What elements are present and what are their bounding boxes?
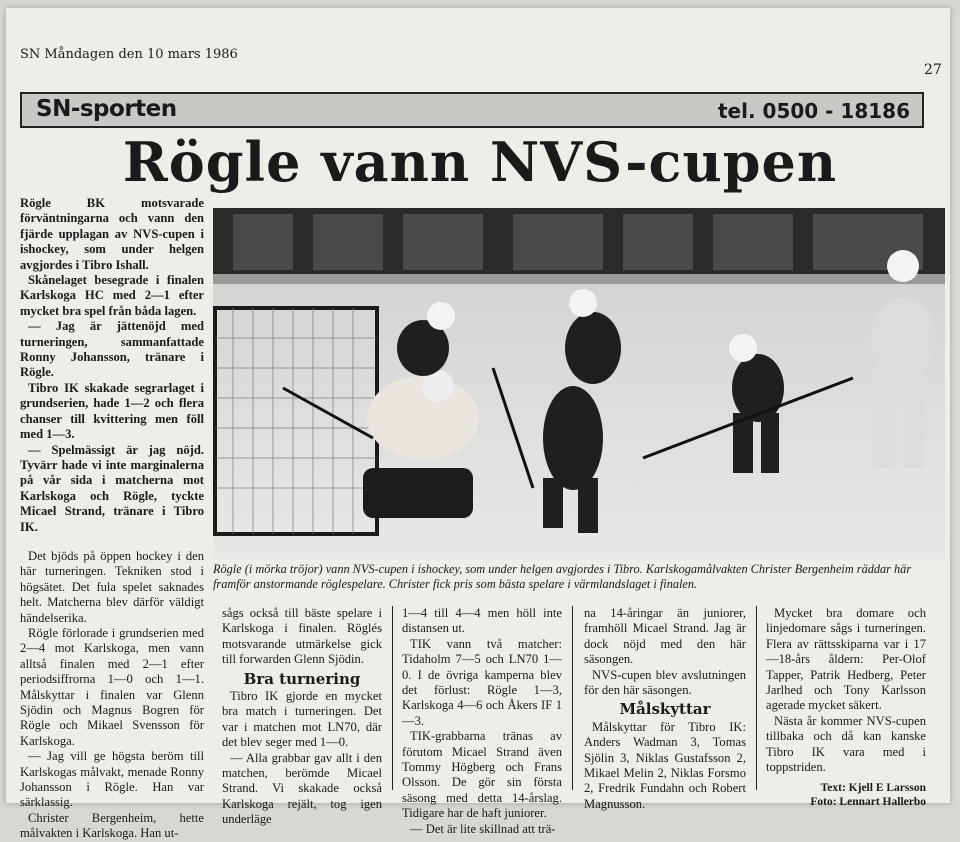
- text-credit: Text: Kjell E Larsson: [820, 782, 926, 795]
- column-divider: [756, 606, 757, 790]
- dateline: SN Måndagen den 10 mars 1986: [20, 47, 238, 62]
- article-column-2: [222, 606, 382, 828]
- article-column-4: [584, 606, 746, 812]
- paragraph: Målskyttar för Tibro IK: Anders Wadman 3, Tomas Sjölin 3, Niklas Gustafsson 2, Mikael Melin 2, Niklas Forsmo 2, Fredrik Fundahn och Robert Magnusson.: [584, 719, 746, 811]
- lead-paragraph: Rögle BK motsvarade förväntningarna och vann den fjärde upplagan av NVS-cupen i ishockey, som under helgen avgjordes i Tibro Ishall.: [20, 196, 204, 272]
- paragraph: 1—4 till 4—4 men höll inte distansen ut.: [402, 606, 562, 636]
- hockey-scene-image: [213, 208, 945, 560]
- paragraph: Skånelaget besegrade i finalen Karlskoga HC med 2—1 efter mycket bra spel från båda lagen.: [20, 273, 204, 318]
- paragraph: Mycket bra domare och linjedomare sågs i turneringen. Flera av rättsskiparna var i 17—18-års åldern: Per-Olof Tapper, Patrik Hedberg, Peter Jarlhed och Tony Karlsson agerade mycket säkert.: [766, 606, 926, 713]
- subheading-malskyttar: Målskyttar: [619, 700, 711, 719]
- paragraph: na 14-åringar än juniorer, framhöll Micael Strand. Jag är dock nöjd med den här säsongen.: [584, 606, 746, 667]
- column-divider: [392, 606, 393, 790]
- credits: [766, 781, 926, 809]
- paragraph: Christer Bergenheim, hette målvakten i Karlskoga. Han ut-: [20, 810, 204, 841]
- headline: Rögle vann NVS-cupen: [122, 130, 838, 194]
- subheading-bra-turnering: Bra turnering: [243, 669, 361, 688]
- hockey-photo: [213, 208, 945, 560]
- photo-credit: Foto: Lennart Hallerbo: [810, 796, 926, 809]
- photo-caption: Rögle (i mörka tröjor) vann NVS-cupen i ishockey, som under helgen avgjordes i Tibro. Karlskogamålvakten Christer Bergenheim räddar här framför anstormande röglespelare. Christer fick pris som bästa spelare i värmlandslaget i finalen.: [213, 562, 912, 592]
- column-divider: [572, 606, 573, 790]
- paragraph: TIK vann två matcher: Tidaholm 7—5 och LN70 1—0. I de övriga kamperna blev det förlust: Rögle 1—3, Karlskoga 4—6 och Åkers IF 1—3.: [402, 636, 562, 728]
- section-title: SN-sporten: [36, 96, 177, 122]
- paragraph: Tibro IK skakade segrarlaget i grundserien, hade 1—2 och flera chanser till kvittering men föll med 1—3.: [20, 380, 204, 442]
- page-number: 27: [924, 62, 942, 78]
- paragraph: — Det är lite skillnad att trä-: [410, 821, 556, 836]
- phone-number: tel. 0500 - 18186: [717, 99, 910, 123]
- paragraph: TIK-grabbarna tränas av förutom Micael Strand även Tommy Högberg och Frans Olsson. De gör sin första säsong med detta 14-årslag. Tidigare har de haft juniorer.: [402, 729, 562, 821]
- paragraph: — Spelmässigt är jag nöjd. Tyvärr hade vi inte marginalerna på vår sida i matcherna mot Karlskoga och Rögle, tyckte Micael Strand, tränare i Tibro IK.: [20, 442, 204, 534]
- paragraph: Rögle förlorade i grundserien med 2—4 mot Karlskoga, men vann alltså finalen med 2—1 efter periodsiffrorna 1—0 och 1—1. Målskyttar i finalen var Glenn Sjödin och Magnus Bogren för Rögle och Mikael Svensson för Karlskoga.: [20, 625, 204, 748]
- paragraph: — Jag är jättenöjd med turneringen, sammanfattade Ronny Johansson, tränare i Rögle.: [20, 319, 204, 380]
- paragraph: — Alla grabbar gav allt i den matchen, berömde Micael Strand. Vi skakade också Karlskoga rejält, tog igen underläge: [222, 750, 382, 827]
- paragraph: sågs också till bäste spelare i Karlskoga i finalen. Röglés motsvarande utmärkelse gick till forwarden Glenn Sjödin.: [222, 606, 382, 667]
- article-column-5: [766, 606, 926, 809]
- paragraph: — Jag vill ge högsta beröm till Karlskogas målvakt, menade Ronny Johansson i Rögle. Han var särklassig.: [20, 749, 204, 810]
- paragraph: Det bjöds på öppen hockey i den här turneringen. Tekniken stod i högsätet. Det fula spelet saknades helt. Matcherna blev därför väldigt händelserika.: [20, 548, 204, 625]
- article-column-3: [402, 606, 562, 837]
- section-banner: [20, 92, 924, 128]
- paragraph: Tibro IK gjorde en mycket bra match i turneringen. Det var i matchen mot LN70, där det blev seger med 1—0.: [222, 689, 382, 750]
- article-column-1: [20, 196, 204, 842]
- paragraph: NVS-cupen blev avslutningen för den här säsongen.: [584, 667, 746, 698]
- paragraph: Nästa år kommer NVS-cupen tillbaka och då kan kanske Tibro IK vara med i toppstriden.: [766, 713, 926, 775]
